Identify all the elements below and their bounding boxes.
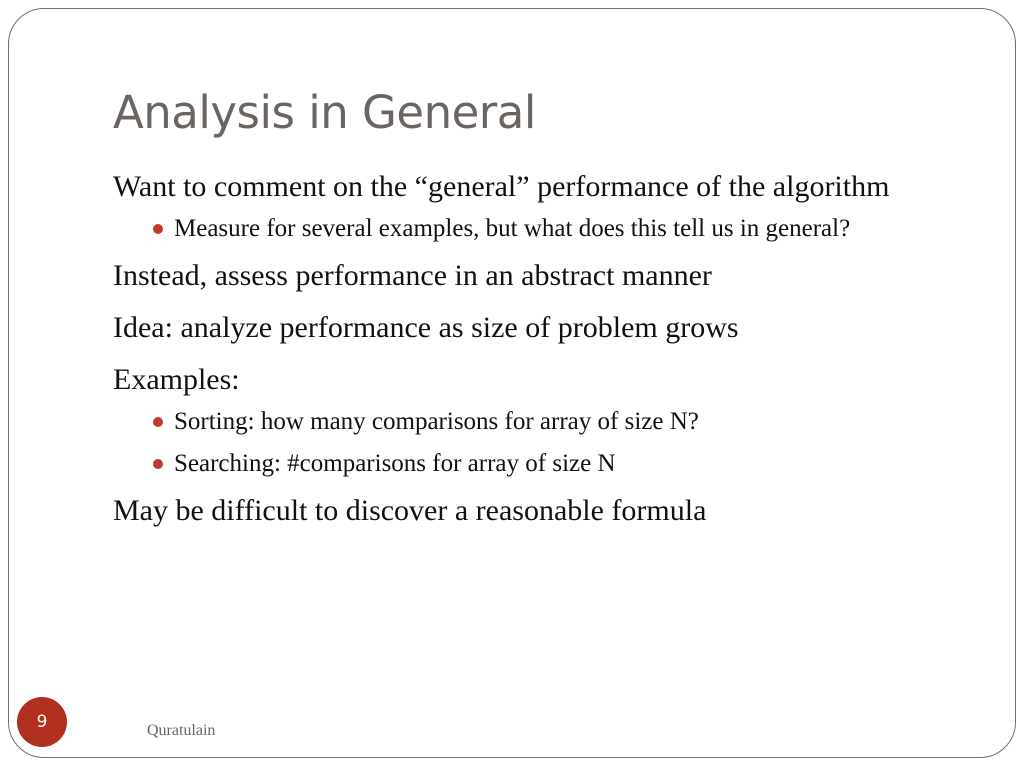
slide-body — [113, 166, 913, 542]
footer-author: Quratulain — [147, 722, 216, 739]
sub-bullet-text: Sorting: how many comparisons for array of size N? — [174, 408, 699, 435]
sub-bullet-text: Measure for several examples, but what does this tell us in general? — [174, 215, 851, 242]
slide-number: 9 — [36, 712, 48, 732]
sub-bullet-point — [113, 403, 913, 440]
sub-bullet-point — [113, 445, 913, 482]
bullet-dot-icon — [153, 224, 163, 234]
bullet-point: Examples: — [113, 363, 240, 396]
bullet-dot-icon — [153, 459, 163, 469]
bullet-point: May be difficult to discover a reasonable formula — [113, 494, 707, 527]
slide-number-badge — [17, 697, 67, 747]
bullet-point: Instead, assess performance in an abstract manner — [113, 259, 712, 292]
slide-title: Analysis in General — [113, 86, 536, 139]
sub-bullet-point — [113, 210, 913, 247]
bullet-point: Idea: analyze performance as size of problem grows — [113, 311, 739, 344]
bullet-dot-icon — [153, 417, 163, 427]
bullet-point: Want to comment on the “general” performance of the algorithm — [113, 170, 890, 203]
sub-bullet-text: Searching: #comparisons for array of size N — [174, 450, 616, 477]
